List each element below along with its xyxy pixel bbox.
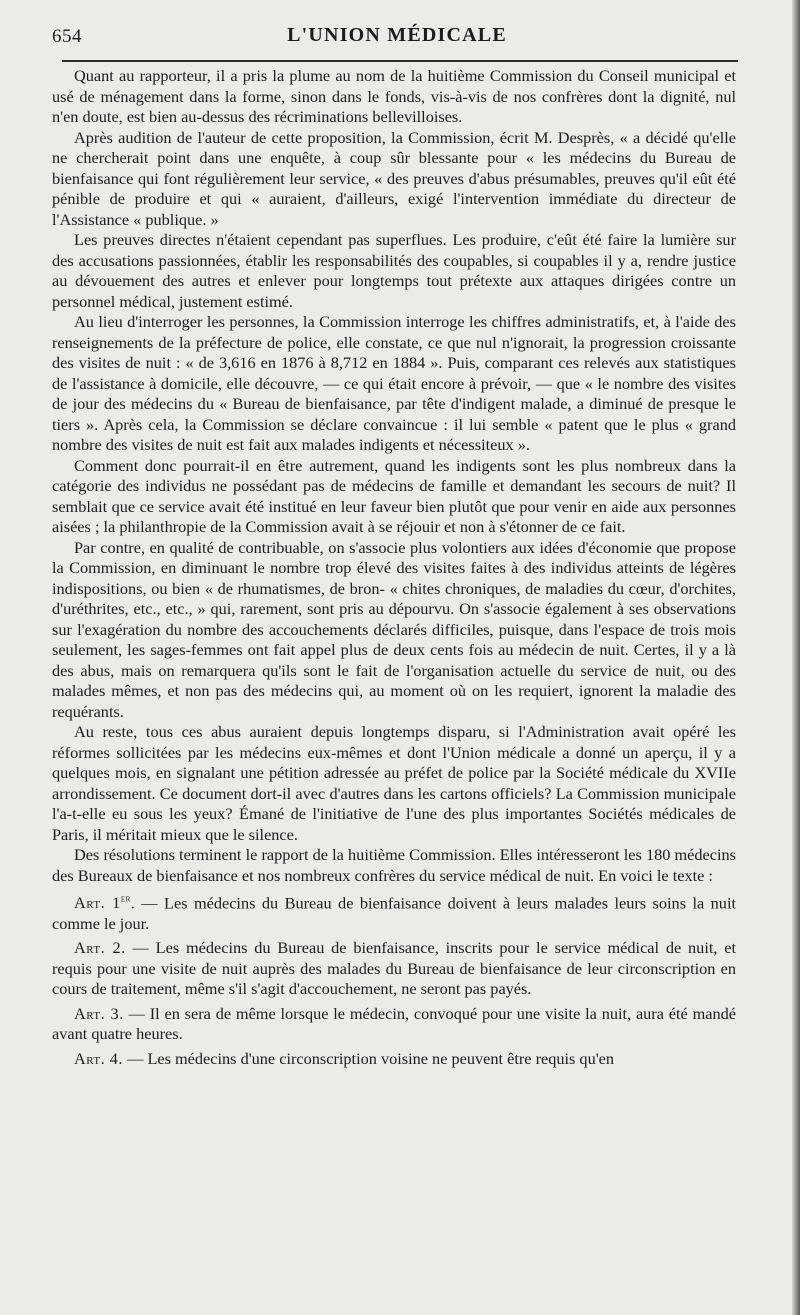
article-label: Art. 4. [74,1048,124,1068]
page-edge-shadow [792,0,800,1315]
header-rule [62,60,738,62]
paragraph: Par contre, en qualité de contribuable, on s'associe plus volontiers aux idées d'économie que propose la Commission, en diminuant le nombre trop élevé des visites faites à des individus atteints de légères indispositions, ou bien « de rhumatismes, de bron- « chites chroniques, de maladies du cœur, d'orchites, d'uréthrites, etc., etc., » qui, rarement, sont pris au dépourvu. On s'associe également à ses observations sur l'exagération du nombre des accouchements déclarés difficiles, puisque, dans l'espace de trois mois seulement, les sages-femmes ont fait appel plus de deux cents fois au médecin de nuit. Certes, il y a là des abus, mais on remarquera qu'ils sont le fait de l'organisation actuelle du service de nuit, ou des malades mêmes, et non pas des médecins qui, au moment où on les requiert, ignorent la maladie des requérants. [52,537,736,721]
paragraph: Après audition de l'auteur de cette proposition, la Commission, écrit M. Desprès, « a décidé qu'elle ne chercherait point dans une enquête, à coup sûr blessante pour « les médecins du Bureau de bienfaisance qui font régulièrement leur service, « des preuves d'abus présumables, preuves qu'il eût été pénible de produire et qui « auraient, d'ailleurs, exigé l'intervention immédiate du directeur de l'Assistance « publique. » [52,127,736,229]
article-text: — Il en sera de même lorsque le médecin, convoqué pour une visite la nuit, aura été mandé avant quatre heures. [52,1003,736,1044]
article-2 [52,938,736,1000]
paragraph: Comment donc pourrait-il en être autrement, quand les indigents sont les plus nombreux dans la catégorie des individus ne possédant pas de médecins de famille et demandant les secours de nuit? Il semblait que ce service avait été institué en leur faveur bien plutôt que pour venir en aide aux personnes aisées ; la philanthropie de la Commission avait à se réjouir et non à s'étonner de ce fait. [52,455,736,536]
paragraph: Au reste, tous ces abus auraient depuis longtemps disparu, si l'Administration avait opéré les réformes sollicitées par les médecins eux-mêmes et dont l'Union médicale a donné un aperçu, il y a quelques mois, en signalant une pétition adressée au préfet de police par la Société médicale du XVIIe arrondissement. Ce document dort-il avec d'autres dans les cartons officiels? La Commission municipale l'a-t-elle eu sous les yeux? Émané de l'initiative de l'une des plus importantes Sociétés médicales de Paris, il méritait mieux que le silence. [52,722,736,844]
article-text: — Les médecins du Bureau de bienfaisance, inscrits pour le service médical de nuit, et requis pour une visite de nuit auprès des malades du Bureau de bienfaisance de leur circonscription en cours de traitement, même s'il s'agit d'accouchement, ne seront pas payés. [52,938,736,999]
article-label-sup: er [120,894,131,905]
article-3 [52,1004,736,1045]
article-body [52,66,736,1069]
article-1 [52,890,736,934]
article-4 [52,1049,736,1070]
article-label: Art. 1er [74,893,131,913]
article-text: — Les médecins d'une circonscription voisine ne peuvent être requis qu'en [123,1048,615,1068]
page-header [52,22,742,52]
paragraph: Quant au rapporteur, il a pris la plume au nom de la huitième Commission du Conseil municipal et usé de ménagement dans la forme, sinon dans le fonds, vis-à-vis de nos confrères dont la dignité, nul n'en doute, est bien au-dessus des récriminations bellevilloises. [52,66,736,126]
article-label: Art. 2. [74,938,126,958]
article-text: . — Les médecins du Bureau de bienfaisance doivent à leurs malades leurs soins la nuit comme le jour. [52,893,736,933]
article-label: Art. 3. [74,1003,124,1023]
paragraph: Des résolutions terminent le rapport de la huitième Commission. Elles intéresseront les 180 médecins des Bureaux de bienfaisance et nos nombreux confrères du service médical de nuit. En voici le texte : [52,845,736,885]
page-number: 654 [52,26,82,47]
paragraph: Les preuves directes n'étaient cependant pas superflues. Les produire, c'eût été faire la lumière sur des accusations passionnées, établir les responsabilités des coupables, si coupables il y a, rendre justice au dévouement des autres et enlever pour longtemps tout prétexte aux attaques dirigées contre un personnel médical, justement estimé. [52,230,736,311]
running-title: L'UNION MÉDICALE [287,24,507,46]
paragraph: Au lieu d'interroger les personnes, la Commission interroge les chiffres administratifs, et, à l'aide des renseignements de la préfecture de police, elle constate, ce que nul n'ignorait, la progression croissante des visites de nuit : « de 3,616 en 1876 à 8,712 en 1884 ». Puis, comparant ces relevés aux statistiques de l'assistance à domicile, elle découvre, — ce qui était encore à prévoir, — que « le nombre des visites de jour des médecins du « Bureau de bienfaisance, par tête d'indigent malade, a diminué de presque le tiers ». Après cela, la Commission se déclare convaincue : il lui semble « patent que le plus « grand nombre des visites de nuit est fait aux malades indigents et nécessiteux ». [52,312,736,454]
